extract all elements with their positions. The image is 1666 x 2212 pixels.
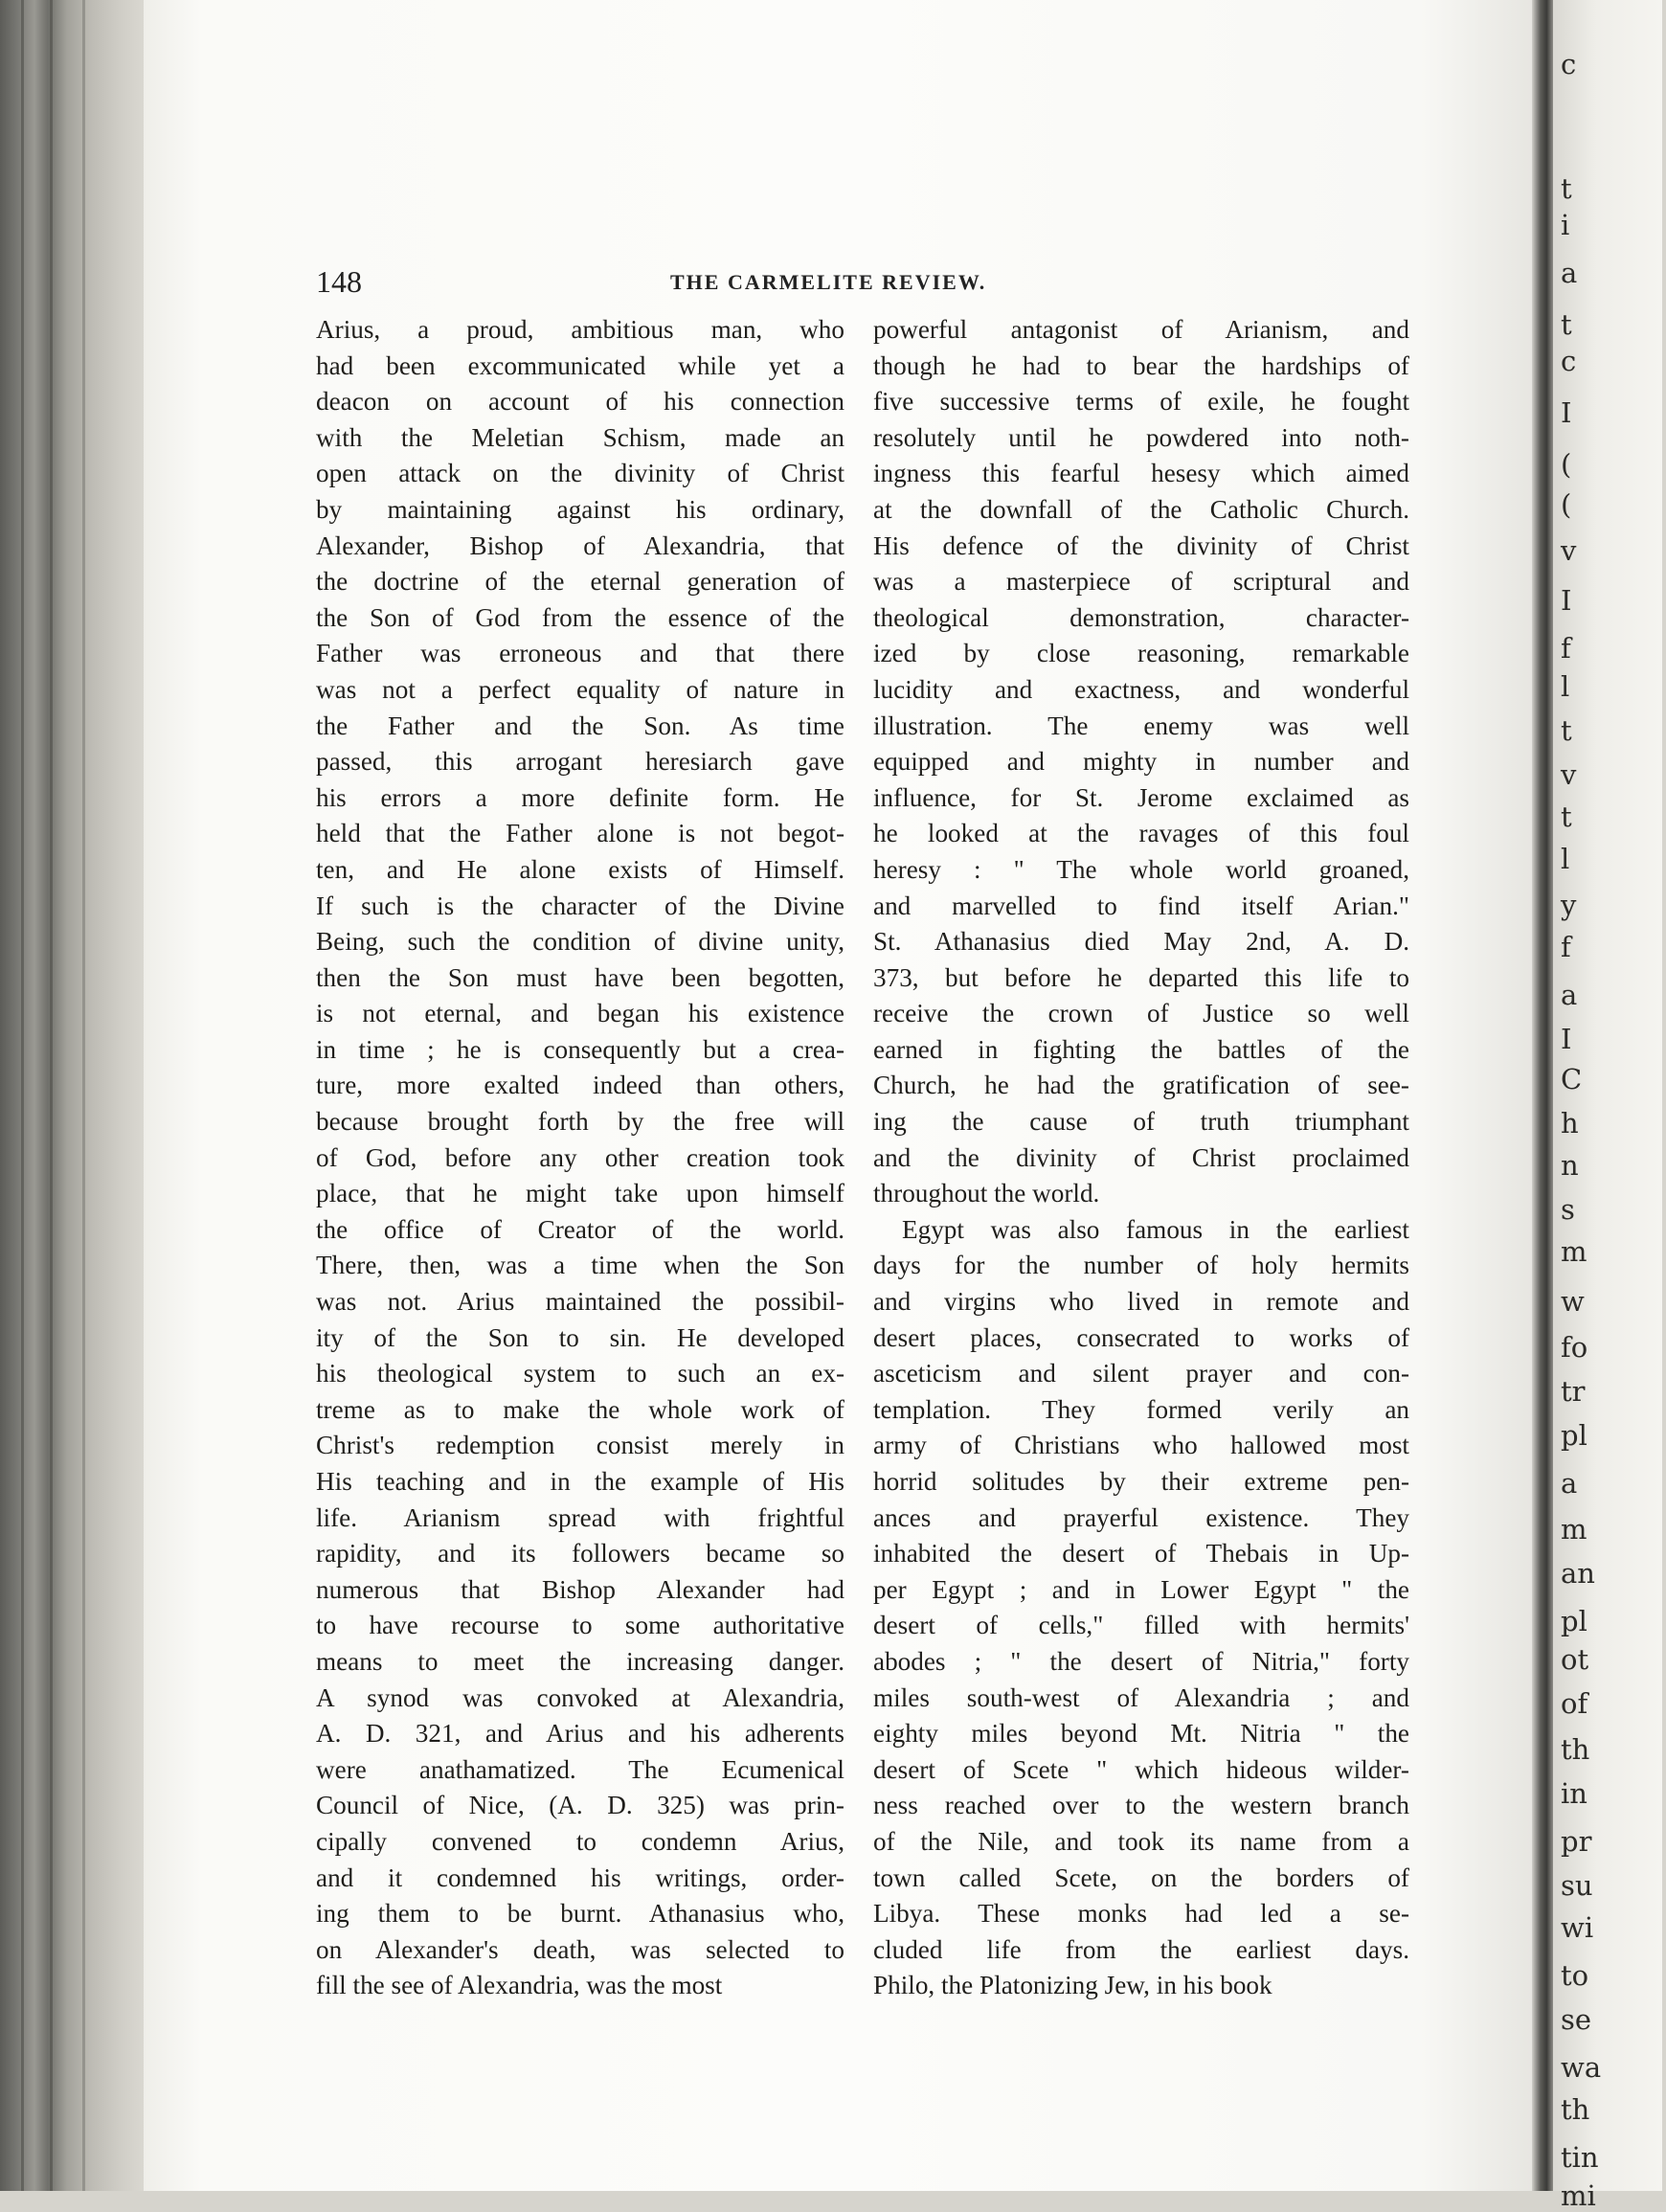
facing-page-fragment: t <box>1561 172 1572 205</box>
text-line: ances and prayerful existence. They <box>873 1502 1409 1532</box>
text-line: Alexander, Bishop of Alexandria, that <box>316 530 844 560</box>
text-line: resolutely until he powdered into noth- <box>873 422 1409 452</box>
text-line: throughout the world. <box>873 1179 1100 1208</box>
text-line: the doctrine of the eternal generation of <box>316 567 844 597</box>
text-line: Arius, a proud, ambitious man, who <box>316 315 844 344</box>
text-line: by maintaining against his ordinary, <box>316 494 844 524</box>
facing-page-fragment: pl <box>1561 1605 1587 1637</box>
text-line: ized by close reasoning, remarkable <box>873 639 1409 668</box>
text-line: powerful antagonist of Arianism, and <box>873 315 1409 344</box>
facing-page-fragment: v <box>1561 534 1577 567</box>
text-line: was not. Arius maintained the possibil- <box>316 1287 844 1317</box>
facing-page-fragment: f <box>1561 931 1571 963</box>
facing-page-fragment: wi <box>1561 1911 1594 1944</box>
facing-page-fragment: n <box>1561 1149 1579 1182</box>
text-line: miles south-west of Alexandria ; and <box>873 1682 1409 1712</box>
facing-page-fragment: t <box>1561 308 1572 341</box>
text-line: open attack on the divinity of Christ <box>316 459 844 488</box>
facing-page-edge <box>1553 0 1662 2212</box>
text-line: St. Athanasius died May 2nd, A. D. <box>873 927 1409 957</box>
left-text-column <box>316 312 844 2004</box>
facing-page-fragment: C <box>1561 1063 1583 1095</box>
facing-page-fragment: pl <box>1561 1419 1587 1452</box>
text-line: he looked at the ravages of this foul <box>873 819 1409 848</box>
text-line: influence, for St. Jerome exclaimed as <box>873 782 1409 812</box>
text-line: ture, more exalted indeed than others, <box>316 1071 844 1100</box>
text-line: Church, he had the gratification of see- <box>873 1071 1409 1100</box>
text-line: ness reached over to the western branch <box>873 1791 1409 1820</box>
facing-page-fragment: su <box>1561 1869 1593 1902</box>
facing-page-fragment: ( <box>1561 488 1572 521</box>
text-line: with the Meletian Schism, made an <box>316 422 844 452</box>
text-line: illustration. The enemy was well <box>873 711 1409 740</box>
text-line: in time ; he is consequently but a crea- <box>316 1034 844 1064</box>
text-line: ity of the Son to sin. He developed <box>316 1322 844 1352</box>
text-line: Philo, the Platonizing Jew, in his book <box>873 1971 1272 2000</box>
text-line: lucidity and exactness, and wonderful <box>873 674 1409 704</box>
text-line: of God, before any other creation took <box>316 1142 844 1172</box>
text-line: desert places, consecrated to works of <box>873 1322 1409 1352</box>
text-line: ing them to be burnt. Athanasius who, <box>316 1899 844 1929</box>
text-line: asceticism and silent prayer and con- <box>873 1359 1409 1388</box>
text-line: ingness this fearful hesesy which aimed <box>873 459 1409 488</box>
facing-page-fragment: se <box>1561 2003 1592 2036</box>
text-line: to have recourse to some authoritative <box>316 1611 844 1640</box>
text-line: at the downfall of the Catholic Church. <box>873 494 1409 524</box>
text-line: Libya. These monks had led a se- <box>873 1899 1409 1929</box>
text-line: Christ's redemption consist merely in <box>316 1431 844 1460</box>
text-line: the Son of God from the essence of the <box>316 602 844 632</box>
text-line: cipally convened to condemn Arius, <box>316 1826 844 1856</box>
text-line: passed, this arrogant heresiarch gave <box>316 747 844 777</box>
text-line: eighty miles beyond Mt. Nitria " the <box>873 1719 1409 1749</box>
text-line: Father was erroneous and that there <box>316 639 844 668</box>
text-line: Council of Nice, (A. D. 325) was prin- <box>316 1791 844 1820</box>
text-line: was not a perfect equality of nature in <box>316 674 844 704</box>
text-line: on Alexander's death, was selected to <box>316 1934 844 1964</box>
text-line: rapidity, and its followers became so <box>316 1539 844 1569</box>
text-line: desert of Scete " which hideous wilder- <box>873 1754 1409 1784</box>
facing-page-fragment: I <box>1561 1023 1572 1055</box>
facing-page-fragment: tr <box>1561 1375 1586 1408</box>
facing-page-fragment: w <box>1561 1285 1585 1318</box>
text-line: A. D. 321, and Arius and his adherents <box>316 1719 844 1749</box>
text-line: numerous that Bishop Alexander had <box>316 1574 844 1604</box>
facing-page-fragment: t <box>1561 714 1572 747</box>
facing-page-fragment: f <box>1561 632 1571 665</box>
running-head <box>316 264 1417 306</box>
facing-page-fragment: a <box>1561 979 1578 1011</box>
text-line: receive the crown of Justice so well <box>873 999 1409 1028</box>
spine-crease <box>50 0 53 2191</box>
facing-page-fragment: wa <box>1561 2051 1602 2084</box>
facing-page-fragment: i <box>1561 209 1570 241</box>
text-line: desert of cells," filled with hermits' <box>873 1611 1409 1640</box>
text-line: though he had to bear the hardships of <box>873 350 1409 380</box>
text-line: equipped and mighty in number and <box>873 747 1409 777</box>
text-line: and virgins who lived in remote and <box>873 1287 1409 1317</box>
facing-page-fragment: ( <box>1561 448 1572 481</box>
facing-page-fragment: y <box>1561 889 1577 921</box>
facing-page-fragment: th <box>1561 1733 1590 1766</box>
text-line: abodes ; " the desert of Nitria," forty <box>873 1646 1409 1676</box>
facing-page-fragment: th <box>1561 2093 1590 2126</box>
text-line: horrid solitudes by their extreme pen- <box>873 1467 1409 1496</box>
running-title: THE CARMELITE REVIEW. <box>670 270 987 294</box>
facing-page-fragment: a <box>1561 257 1578 289</box>
text-line: because brought forth by the free will <box>316 1107 844 1137</box>
text-line: and the divinity of Christ proclaimed <box>873 1142 1409 1172</box>
facing-page-fragment: c <box>1561 48 1577 80</box>
facing-page-fragment: m <box>1561 1235 1587 1268</box>
text-line: place, that he might take upon himself <box>316 1179 844 1208</box>
facing-page-fragment: fo <box>1561 1331 1588 1364</box>
spine-crease <box>82 0 85 2191</box>
text-line: had been excommunicated while yet a <box>316 350 844 380</box>
text-line: 373, but before he departed this life to <box>873 962 1409 992</box>
text-line: was a masterpiece of scriptural and <box>873 567 1409 597</box>
text-line: town called Scete, on the borders of <box>873 1862 1409 1892</box>
facing-page-fragment: a <box>1561 1467 1578 1500</box>
text-line: were anathamatized. The Ecumenical <box>316 1754 844 1784</box>
text-line: means to meet the increasing danger. <box>316 1646 844 1676</box>
text-line: treme as to make the whole work of <box>316 1394 844 1424</box>
page-gutter <box>1532 0 1553 2191</box>
text-line: then the Son must have been begotten, <box>316 962 844 992</box>
facing-page-fragment: of <box>1561 1687 1588 1720</box>
text-line: fill the see of Alexandria, was the most <box>316 1971 723 2000</box>
text-line: is not eternal, and began his existence <box>316 999 844 1028</box>
facing-page-fragment: v <box>1561 758 1577 791</box>
text-line: inhabited the desert of Thebais in Up- <box>873 1539 1409 1569</box>
text-line: cluded life from the earliest days. <box>873 1934 1409 1964</box>
text-line: and marvelled to find itself Arian." <box>873 891 1409 920</box>
text-line: held that the Father alone is not begot- <box>316 819 844 848</box>
text-line: the office of Creator of the world. <box>316 1214 844 1244</box>
text-line: five successive terms of exile, he fought <box>873 387 1409 417</box>
text-line: and it condemned his writings, order- <box>316 1862 844 1892</box>
text-line: If such is the character of the Divine <box>316 891 844 920</box>
page-number: 148 <box>316 264 362 299</box>
facing-page-fragment: to <box>1561 1959 1589 1992</box>
facing-page-fragment: l <box>1561 843 1570 875</box>
text-line: the Father and the Son. As time <box>316 711 844 740</box>
facing-page-fragment: ot <box>1561 1643 1589 1676</box>
facing-page-fragment: I <box>1561 396 1572 429</box>
text-line: his errors a more definite form. He <box>316 782 844 812</box>
facing-page-fragment: s <box>1561 1193 1575 1226</box>
text-line: ing the cause of truth triumphant <box>873 1107 1409 1137</box>
text-line: A synod was convoked at Alexandria, <box>316 1682 844 1712</box>
text-line: His teaching and in the example of His <box>316 1467 844 1496</box>
facing-page-fragment: in <box>1561 1777 1587 1810</box>
facing-page-fragment: l <box>1561 670 1570 703</box>
text-line: days for the number of holy hermits <box>873 1251 1409 1280</box>
text-line: ten, and He alone exists of Himself. <box>316 854 844 884</box>
text-line: earned in fighting the battles of the <box>873 1034 1409 1064</box>
spine-crease <box>21 0 24 2191</box>
text-line: Being, such the condition of divine unity, <box>316 927 844 957</box>
text-line: Egypt was also famous in the earliest <box>902 1214 1409 1244</box>
text-line: templation. They formed verily an <box>873 1394 1409 1424</box>
text-line: life. Arianism spread with frightful <box>316 1502 844 1532</box>
facing-page-fragment: an <box>1561 1557 1595 1590</box>
text-line: deacon on account of his connection <box>316 387 844 417</box>
facing-page-fragment: mi <box>1561 2179 1596 2212</box>
text-line: per Egypt ; and in Lower Egypt " the <box>873 1574 1409 1604</box>
right-text-column <box>873 312 1409 2004</box>
facing-page-fragment: h <box>1561 1107 1579 1140</box>
facing-page-fragment: tin <box>1561 2141 1599 2174</box>
text-line: of the Nile, and took its name from a <box>873 1826 1409 1856</box>
text-line: His defence of the divinity of Christ <box>873 530 1409 560</box>
facing-page-fragment: pr <box>1561 1825 1592 1858</box>
text-line: heresy : " The whole world groaned, <box>873 854 1409 884</box>
text-line: There, then, was a time when the Son <box>316 1251 844 1280</box>
facing-page-fragment: t <box>1561 801 1572 833</box>
text-line: army of Christians who hallowed most <box>873 1431 1409 1460</box>
facing-page-fragment: m <box>1561 1513 1587 1546</box>
facing-page-fragment: I <box>1561 584 1572 617</box>
facing-page-fragment: c <box>1561 345 1577 377</box>
text-line: theological demonstration, character- <box>873 602 1409 632</box>
text-line: his theological system to such an ex- <box>316 1359 844 1388</box>
